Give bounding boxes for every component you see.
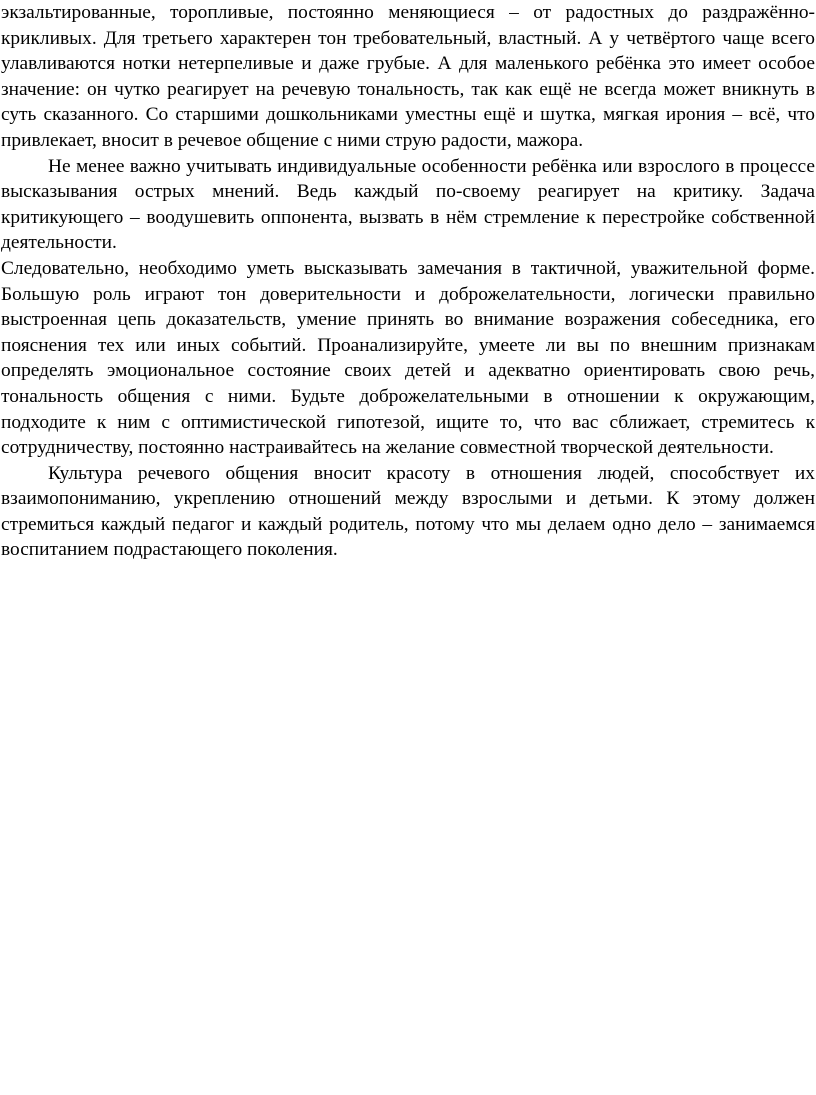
paragraph-remarks-form: Следовательно, необходимо уметь высказывать замечания в тактичной, уважительной форме. Большую роль играют тон доверительности и доброжелательности, логически правильно выстроенная цепь доказательств, умение принять во внимание возражения собеседника, его пояснения тех или иных событий. Проанализируйте, умеете ли вы по внешним признакам определять эмоциональное состояние своих детей и адекватно ориентировать свою речь, тональность общения с ними. Будьте доброжелательными в отношении к окружающим, подходите к ним с оптимистической гипотезой, ищите то, что вас сближает, стремитесь к сотрудничеству, постоянно настраивайтесь на желание совместной творческой деятельности. — [1, 257, 815, 459]
paragraph-continuation: экзальтированные, торопливые, постоянно меняющиеся – от радостных до раздражённо- крикливых. Для третьего характерен тон требовательный, властный. А у четвёртого чаще всего улавливаются нотки нетерпеливые и даже грубые. А для маленького ребёнка это имеет особое значение: он чутко реагирует на речевую тональность, так как ещё не всегда может вникнуть в суть сказанного. Со старшими дошкольниками уместны ещё и шутка, мягкая ирония – всё, что привлекает, вносит в речевое общение с ними струю радости, мажора. — [1, 2, 815, 151]
paragraph-individual-features: Не менее важно учитывать индивидуальные особенности ребёнка или взрослого в процессе высказывания острых мнений. Ведь каждый по-своему реагирует на критику. Задача критикующего – воодушевить оппонента, вызвать в нём стремление к перестройке собственной деятельности. — [1, 155, 815, 254]
paragraph-speech-culture: Культура речевого общения вносит красоту в отношения людей, способствует их взаимопониманию, укреплению отношений между взрослыми и детьми. К этому должен стремиться каждый педагог и каждый родитель, потому что мы делаем одно дело – занимаемся воспитанием подрастающего поколения. — [1, 462, 815, 561]
